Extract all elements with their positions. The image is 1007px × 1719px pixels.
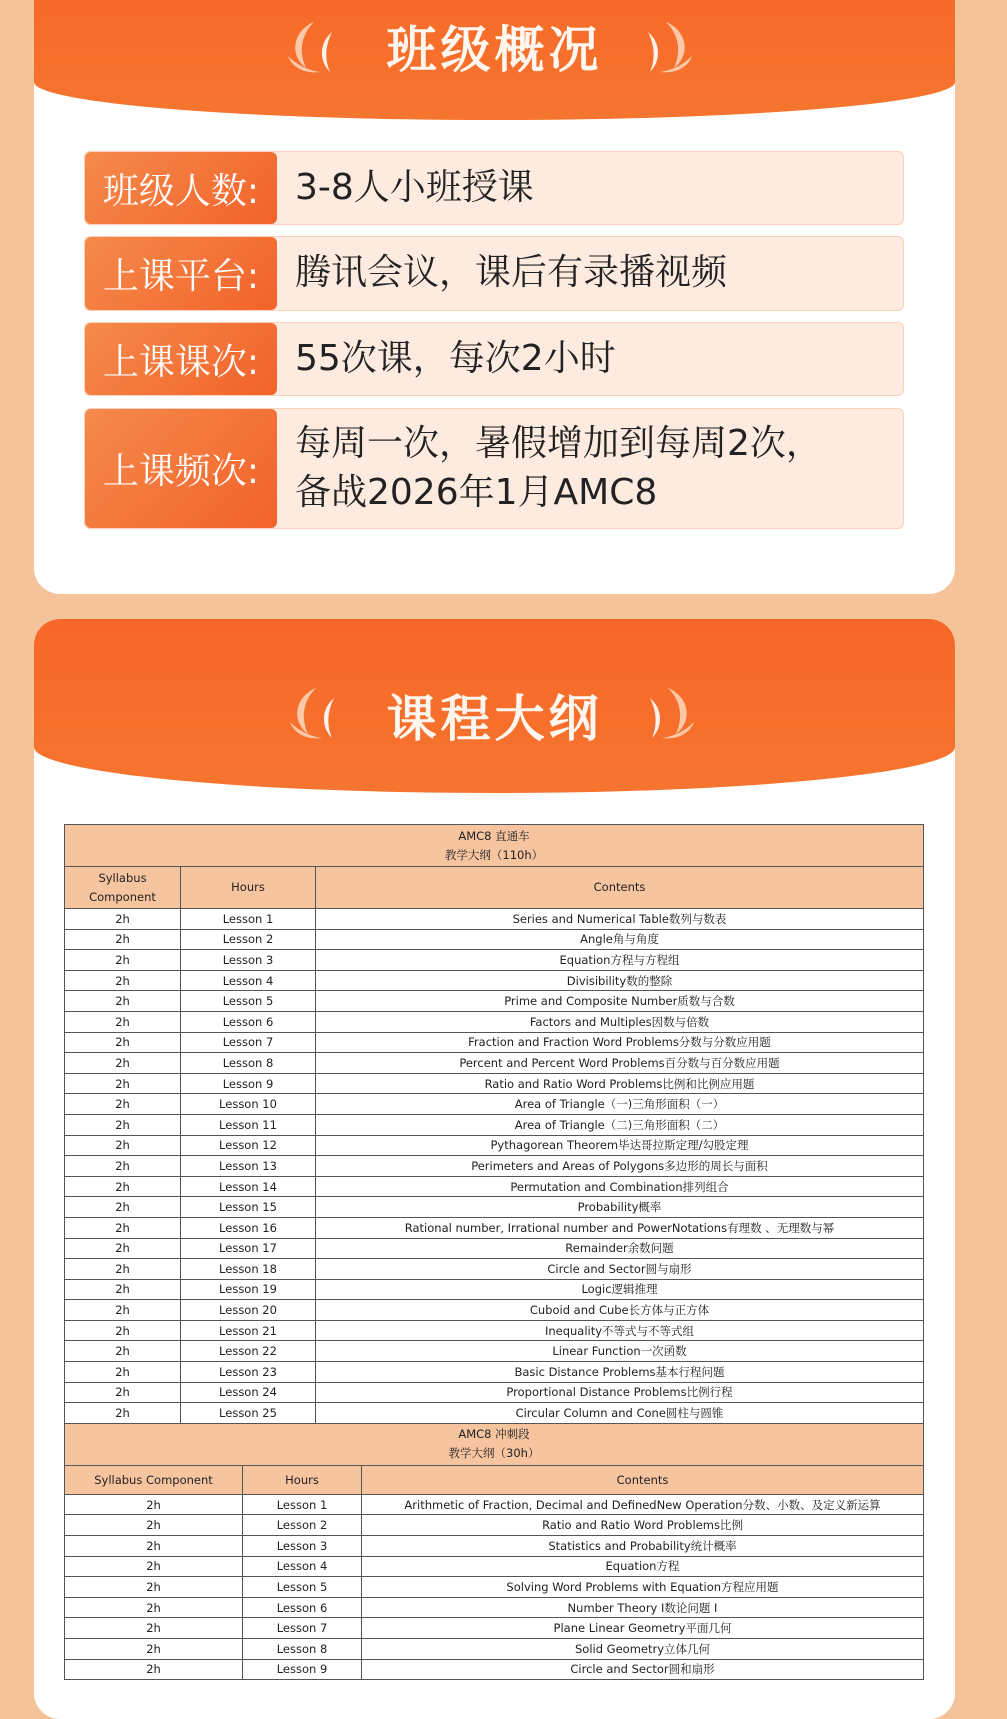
cell-contents: Series and Numerical Table数列与数表 [316, 909, 924, 930]
table-row [65, 1217, 924, 1238]
cell-contents: Proportional Distance Problems比例行程 [316, 1382, 924, 1403]
cell-hours: Lesson 19 [181, 1279, 316, 1300]
cell-contents: Ratio and Ratio Word Problems比例和比例应用题 [316, 1073, 924, 1094]
table-row [65, 1073, 924, 1094]
cell-contents: Plane Linear Geometry平面几何 [362, 1618, 924, 1639]
header-hours: Hours [181, 867, 316, 909]
cell-component: 2h [65, 1176, 181, 1197]
cell-contents: Solving Word Problems with Equation方程应用题 [362, 1577, 924, 1598]
table-row [65, 1639, 924, 1660]
cell-hours: Lesson 6 [243, 1597, 362, 1618]
info-row [84, 151, 904, 225]
cell-hours: Lesson 20 [181, 1300, 316, 1321]
cell-component: 2h [65, 1494, 243, 1515]
cell-hours: Lesson 6 [181, 1011, 316, 1032]
overview-title: 班级概况 [386, 21, 603, 79]
header-syllabus-component: Syllabus Component [65, 1465, 243, 1494]
info-value: 3-8人小班授课 [295, 166, 534, 208]
table-title-cell: AMC8 冲刺段 教学大纲（30h） [65, 1424, 924, 1466]
table-row [65, 1536, 924, 1557]
table-row [65, 1094, 924, 1115]
cell-component: 2h [65, 1320, 181, 1341]
cell-contents: Angle角与角度 [316, 929, 924, 950]
table-row [65, 1659, 924, 1680]
cell-hours: Lesson 16 [181, 1217, 316, 1238]
table-row [65, 1176, 924, 1197]
cell-hours: Lesson 9 [243, 1659, 362, 1680]
info-value: 55次课，每次2小时 [295, 337, 616, 379]
class-overview-card [34, 0, 955, 594]
info-row [84, 322, 904, 396]
cell-hours: Lesson 10 [181, 1094, 316, 1115]
header-contents: Contents [316, 867, 924, 909]
table-row [65, 1238, 924, 1259]
cell-component: 2h [65, 1536, 243, 1557]
cell-contents: Probability概率 [316, 1197, 924, 1218]
table-row [65, 1403, 924, 1424]
cell-component: 2h [65, 1114, 181, 1135]
cell-component: 2h [65, 1515, 243, 1536]
info-label: 上课平台: [85, 237, 277, 310]
cell-contents: Arithmetic of Fraction, Decimal and DefinedNew Operation分数、小数、及定义新运算 [362, 1494, 924, 1515]
cell-contents: Equation方程 [362, 1556, 924, 1577]
info-row [84, 408, 904, 529]
table-row [65, 1011, 924, 1032]
info-row [84, 236, 904, 311]
syllabus-title: 课程大纲 [386, 690, 603, 748]
table-row [65, 1341, 924, 1362]
cell-contents: Equation方程与方程组 [316, 950, 924, 971]
cell-contents: Remainder余数问题 [316, 1238, 924, 1259]
cell-hours: Lesson 5 [181, 991, 316, 1012]
syllabus-banner [34, 619, 955, 793]
table-row [65, 991, 924, 1012]
syllabus-card [34, 619, 955, 1719]
leaf-right-icon [640, 682, 706, 742]
table-row [65, 1320, 924, 1341]
cell-component: 2h [65, 1597, 243, 1618]
info-value: 每周一次，暑假增加到每周2次， 备战2026年1月AMC8 [295, 422, 822, 513]
cell-component: 2h [65, 929, 181, 950]
cell-hours: Lesson 1 [181, 909, 316, 930]
cell-contents: Cuboid and Cube长方体与正方体 [316, 1300, 924, 1321]
table-row [65, 909, 924, 930]
cell-contents: Prime and Composite Number质数与合数 [316, 991, 924, 1012]
cell-contents: Percent and Percent Word Problems百分数与百分数应用题 [316, 1053, 924, 1074]
cell-contents: Circle and Sector圆和扇形 [362, 1659, 924, 1680]
cell-component: 2h [65, 1362, 181, 1383]
table-row [65, 1053, 924, 1074]
cell-hours: Lesson 3 [243, 1536, 362, 1557]
table-row [65, 1135, 924, 1156]
table-row [65, 1362, 924, 1383]
cell-component: 2h [65, 1341, 181, 1362]
cell-component: 2h [65, 1032, 181, 1053]
cell-hours: Lesson 15 [181, 1197, 316, 1218]
table-row [65, 1494, 924, 1515]
cell-component: 2h [65, 1300, 181, 1321]
cell-contents: Permutation and Combination排列组合 [316, 1176, 924, 1197]
table-row [65, 1114, 924, 1135]
cell-hours: Lesson 4 [243, 1556, 362, 1577]
cell-component: 2h [65, 1618, 243, 1639]
cell-contents: Rational number, Irrational number and PowerNotations有理数 、无理数与幂 [316, 1217, 924, 1238]
cell-contents: Factors and Multiples因数与倍数 [316, 1011, 924, 1032]
cell-component: 2h [65, 909, 181, 930]
table-row [65, 970, 924, 991]
cell-contents: Fraction and Fraction Word Problems分数与分数应用题 [316, 1032, 924, 1053]
cell-hours: Lesson 23 [181, 1362, 316, 1383]
cell-contents: Logic逻辑推理 [316, 1279, 924, 1300]
table-row [65, 1259, 924, 1280]
table-row [65, 1300, 924, 1321]
table-row [65, 1597, 924, 1618]
syllabus-table-sprint [64, 1424, 924, 1680]
cell-hours: Lesson 4 [181, 970, 316, 991]
cell-contents: Basic Distance Problems基本行程问题 [316, 1362, 924, 1383]
cell-contents: Solid Geometry立体几何 [362, 1639, 924, 1660]
cell-hours: Lesson 17 [181, 1238, 316, 1259]
leaf-right-icon [638, 16, 704, 76]
cell-component: 2h [65, 1577, 243, 1598]
cell-hours: Lesson 11 [181, 1114, 316, 1135]
table-row [65, 929, 924, 950]
table-row [65, 1156, 924, 1177]
cell-hours: Lesson 13 [181, 1156, 316, 1177]
cell-contents: Divisibility数的整除 [316, 970, 924, 991]
cell-contents: Pythagorean Theorem毕达哥拉斯定理/勾股定理 [316, 1135, 924, 1156]
cell-component: 2h [65, 1011, 181, 1032]
table-row [65, 1279, 924, 1300]
cell-component: 2h [65, 1403, 181, 1424]
syllabus-table-wrap [64, 824, 924, 1680]
cell-contents: Area of Triangle（二)三角形面积（二） [316, 1114, 924, 1135]
cell-hours: Lesson 2 [243, 1515, 362, 1536]
overview-banner [34, 0, 955, 120]
table-row [65, 1577, 924, 1598]
info-label: 班级人数: [85, 152, 277, 224]
cell-component: 2h [65, 991, 181, 1012]
header-hours: Hours [243, 1465, 362, 1494]
info-value: 腾讯会议，课后有录播视频 [295, 252, 728, 294]
cell-component: 2h [65, 970, 181, 991]
cell-hours: Lesson 24 [181, 1382, 316, 1403]
cell-contents: Number Theory I数论问题 I [362, 1597, 924, 1618]
cell-hours: Lesson 8 [181, 1053, 316, 1074]
cell-hours: Lesson 12 [181, 1135, 316, 1156]
cell-hours: Lesson 7 [243, 1618, 362, 1639]
info-label: 上课课次: [85, 323, 277, 395]
syllabus-table-direct [64, 824, 924, 1424]
cell-component: 2h [65, 1156, 181, 1177]
header-syllabus-component: Syllabus Component [65, 867, 181, 909]
cell-component: 2h [65, 1135, 181, 1156]
table-row [65, 1556, 924, 1577]
cell-contents: Statistics and Probability统计概率 [362, 1536, 924, 1557]
cell-contents: Inequality不等式与不等式组 [316, 1320, 924, 1341]
cell-hours: Lesson 8 [243, 1639, 362, 1660]
cell-hours: Lesson 9 [181, 1073, 316, 1094]
cell-component: 2h [65, 1238, 181, 1259]
cell-component: 2h [65, 1197, 181, 1218]
header-contents: Contents [362, 1465, 924, 1494]
cell-hours: Lesson 1 [243, 1494, 362, 1515]
cell-hours: Lesson 2 [181, 929, 316, 950]
cell-component: 2h [65, 1217, 181, 1238]
cell-hours: Lesson 14 [181, 1176, 316, 1197]
cell-component: 2h [65, 1259, 181, 1280]
cell-hours: Lesson 5 [243, 1577, 362, 1598]
cell-component: 2h [65, 1639, 243, 1660]
cell-contents: Ratio and Ratio Word Problems比例 [362, 1515, 924, 1536]
cell-component: 2h [65, 1556, 243, 1577]
cell-component: 2h [65, 1094, 181, 1115]
table-header-row [65, 1465, 924, 1494]
cell-hours: Lesson 22 [181, 1341, 316, 1362]
cell-hours: Lesson 25 [181, 1403, 316, 1424]
cell-component: 2h [65, 1659, 243, 1680]
table-row [65, 1515, 924, 1536]
cell-hours: Lesson 21 [181, 1320, 316, 1341]
cell-contents: Circular Column and Cone圆柱与圆锥 [316, 1403, 924, 1424]
cell-hours: Lesson 18 [181, 1259, 316, 1280]
cell-component: 2h [65, 1053, 181, 1074]
cell-component: 2h [65, 950, 181, 971]
table-header-row [65, 867, 924, 909]
cell-component: 2h [65, 1279, 181, 1300]
table-row [65, 1032, 924, 1053]
cell-contents: Area of Triangle（一)三角形面积（一） [316, 1094, 924, 1115]
cell-hours: Lesson 3 [181, 950, 316, 971]
table-row [65, 950, 924, 971]
cell-contents: Perimeters and Areas of Polygons多边形的周长与面积 [316, 1156, 924, 1177]
info-label: 上课频次: [85, 409, 277, 528]
cell-contents: Circle and Sector圆与扇形 [316, 1259, 924, 1280]
table-row [65, 1618, 924, 1639]
cell-hours: Lesson 7 [181, 1032, 316, 1053]
cell-component: 2h [65, 1073, 181, 1094]
table-title-cell: AMC8 直通车 教学大纲（110h） [65, 825, 924, 867]
cell-component: 2h [65, 1382, 181, 1403]
table-row [65, 1382, 924, 1403]
table-row [65, 1197, 924, 1218]
cell-contents: Linear Function一次函数 [316, 1341, 924, 1362]
table-title-row [65, 825, 924, 867]
table-title-row [65, 1424, 924, 1466]
